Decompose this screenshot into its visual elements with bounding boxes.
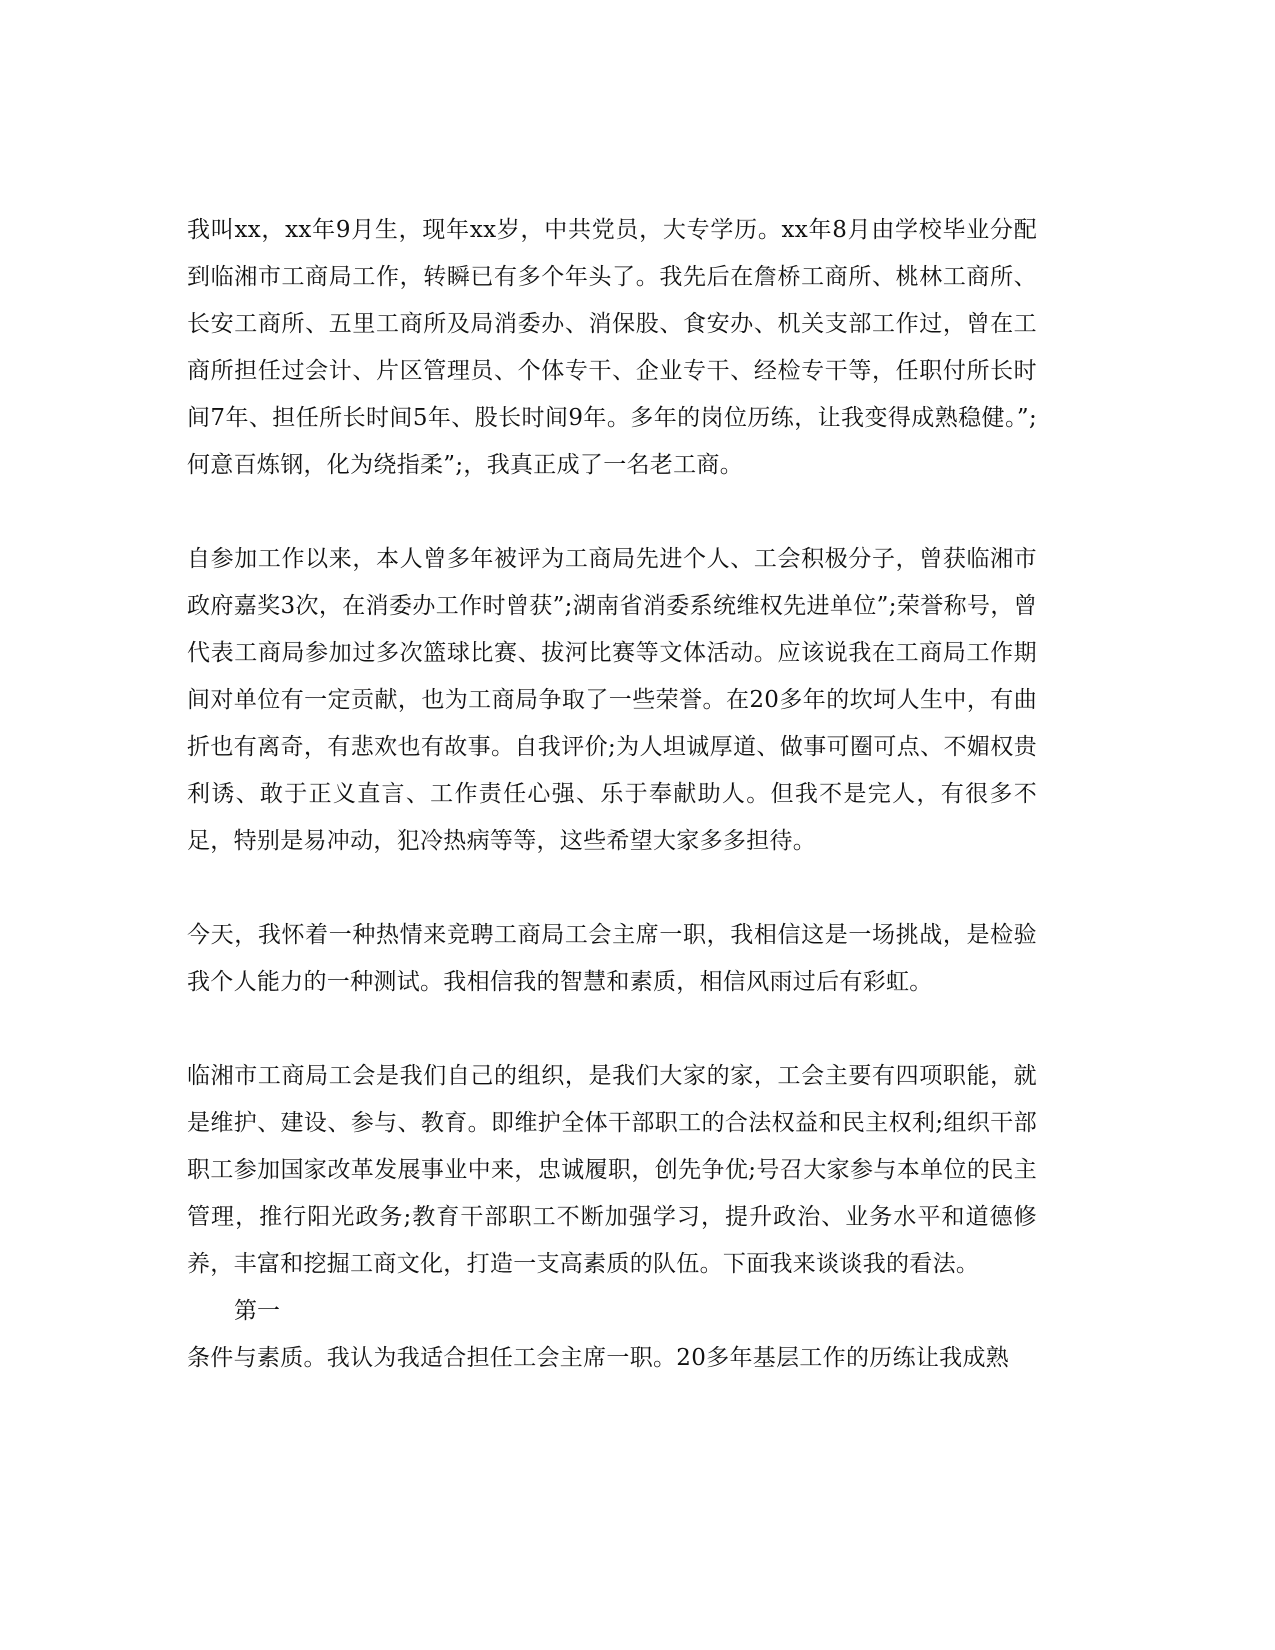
document-body <box>187 207 1037 1382</box>
paragraph-personal-background: 我叫xx，xx年9月生，现年xx岁，中共党员，大专学历。xx年8月由学校毕业分配到临湘市工商局工作，转瞬已有多个年头了。我先后在詹桥工商所、桃林工商所、长安工商所、五里工商所及局消委办、消保股、食安办、机关支部工作过，曾在工商所担任过会计、片区管理员、个体专干、企业专干、经检专干等，任职付所长时间7年、担任所长时间5年、股长时间9年。多年的岗位历练，让我变得成熟稳健。”;何意百炼钢，化为绕指柔”;，我真正成了一名老工商。 <box>187 217 1037 478</box>
paragraph-qualifications: 条件与素质。我认为我适合担任工会主席一职。20多年基层工作的历练让我成熟 <box>187 1345 1010 1371</box>
paragraph-achievements: 自参加工作以来，本人曾多年被评为工商局先进个人、工会积极分子，曾获临湘市政府嘉奖3次，在消委办工作时曾获”;湖南省消委系统维权先进单位”;荣誉称号，曾代表工商局参加过多次篮球比赛、拔河比赛等文体活动。应该说我在工商局工作期间对单位有一定贡献，也为工商局争取了一些荣誉。在20多年的坎坷人生中，有曲折也有离奇，有悲欢也有故事。自我评价;为人坦诚厚道、做事可圈可点、不媚权贵利诱、敢于正义直言、工作责任心强、乐于奉献助人。但我不是完人，有很多不足，特别是易冲动，犯冷热病等等，这些希望大家多多担待。 <box>187 546 1037 854</box>
section-heading: 第一 <box>234 1298 280 1324</box>
paragraph-candidacy: 今天，我怀着一种热情来竞聘工商局工会主席一职，我相信这是一场挑战，是检验我个人能力的一种测试。我相信我的智慧和素质，相信风雨过后有彩虹。 <box>187 922 1037 995</box>
paragraph-union-functions: 临湘市工商局工会是我们自己的组织，是我们大家的家，工会主要有四项职能，就是维护、建设、参与、教育。即维护全体干部职工的合法权益和民主权利;组织干部职工参加国家改革发展事业中来，忠诚履职，创先争优;号召大家参与本单位的民主管理，推行阳光政务;教育干部职工不断加强学习，提升政治、业务水平和道德修养，丰富和挖掘工商文化，打造一支高素质的队伍。下面我来谈谈我的看法。 <box>187 1063 1037 1277</box>
